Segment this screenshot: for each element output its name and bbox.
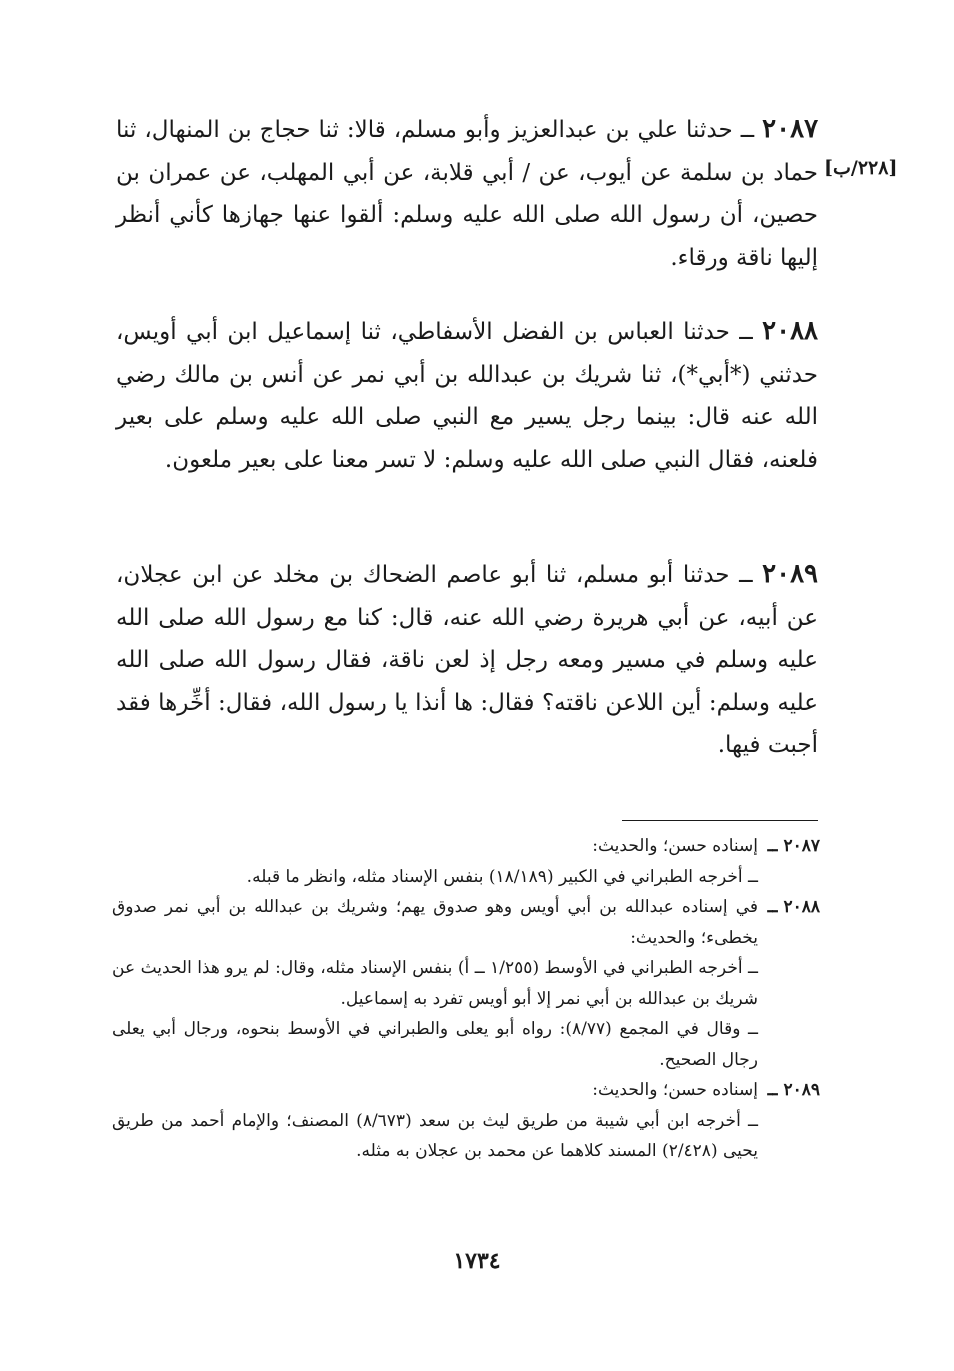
hadith-2089 [116,553,818,767]
footnote-text: إسناده حسن؛ والحديث: [592,836,758,856]
footnote-row [112,1075,820,1106]
footnote-text: ــ وقال في المجمع (٨/٧٧): رواه أبو يعلى والطبراني في الأوسط بنحوه، ورجال أبي يعلى رجال الصحيح. [112,1019,759,1070]
hadith-number: ٢٠٨٩ [762,559,818,589]
hadith-dash: ــ [740,117,755,143]
hadith-2087 [116,108,818,279]
footnotes [112,831,820,1167]
footnote-text: ــ أخرجه الطبراني في الأوسط (١/٢٥٥ ــ أ) بنفس الإسناد مثله، وقال: لم يرو هذا الحديث عن شريك بن عبدالله بن أبي نمر إلا أبو أويس تفرد به إسماعيل. [112,958,758,1009]
footnote-text: ــ أخرجه الطبراني في الكبير (١٨/١٨٩) بنفس الإسناد مثله، وانظر ما قبله. [246,866,758,887]
footnote-text: ــ أخرجه ابن أبي شيبة من طريق ليث بن سعد (٨/٦٧٣) المصنف؛ والإمام أحمد من طريق يحيى (٢/٤٢٨) المسند كلاهما عن محمد بن عجلان به مثله. [112,1110,759,1161]
hadith-dash: ــ [739,319,753,345]
hadith-text: حدثنا علي بن عبدالعزيز وأبو مسلم، قالا: ثنا حجاج بن المنهال، ثنا حماد بن سلمة عن أيوب، عن / أبي قلابة، عن أبي المهلب، عن عمران بن حصين، أن رسول الله صلى الله عليه وسلم: ألقوا عنها جهازها كأني أنظر إليها ناقة ورقاء. [116,117,818,271]
hadith-number: ٢٠٨٨ [762,316,819,346]
footnote-number: ٢٠٨٨ ــ [767,897,820,917]
footnote-number [758,1106,820,1167]
footnote-row [112,953,820,1014]
footnote-row [112,1014,820,1075]
footnote-row [112,1106,820,1167]
footnote-row [112,831,820,862]
footnote-divider [622,820,818,821]
hadith-text: حدثنا العباس بن الفضل الأسفاطي، ثنا إسماعيل ابن أبي أويس، حدثني (*أبي*)، ثنا شريك بن عبدالله بن أبي نمر عن أنس بن مالك رضي الله عنه قال: بينما رجل يسير مع النبي صلى الله عليه وسلم على بعير فلعنه، فقال النبي صلى الله عليه وسلم: لا تسر معنا على بعير ملعون. [116,319,818,473]
page-number: ١٧٣٤ [453,1248,501,1274]
footnote-number [758,1014,820,1075]
footnote-row [112,892,820,953]
footnote-number [758,862,820,893]
footnote-text: في إسناده عبدالله بن أبي أويس وهو صدوق يهم؛ وشريك بن عبدالله بن أبي نمر صدوق يخطىء؛ والحديث: [112,897,758,948]
hadith-number: ٢٠٨٧ [762,114,819,144]
footnote-number: ٢٠٨٧ ــ [767,836,820,856]
footnote-number [758,953,820,1014]
folio-marginal-note: [٢٢٨/ب] [824,157,898,179]
hadith-2088 [116,310,818,481]
hadith-text: حدثنا أبو مسلم، ثنا أبو عاصم الضحاك بن مخلد عن ابن عجلان، عن أبيه، عن أبي هريرة رضي الله عنه، قال: كنا مع رسول الله صلى الله عليه وسلم في مسير ومعه رجل إذ لعن ناقة، فقال رسول الله صلى الله عليه وسلم: أين اللاعن ناقته؟ فقال: ها أنذا يا رسول الله، فقال: أخِّرها فقد أجبت فيها. [116,562,818,758]
footnote-number: ٢٠٨٩ ــ [767,1080,820,1100]
hadith-dash: ــ [739,562,753,588]
footnote-row [112,862,820,893]
footnote-text: إسناده حسن؛ والحديث: [592,1080,758,1100]
